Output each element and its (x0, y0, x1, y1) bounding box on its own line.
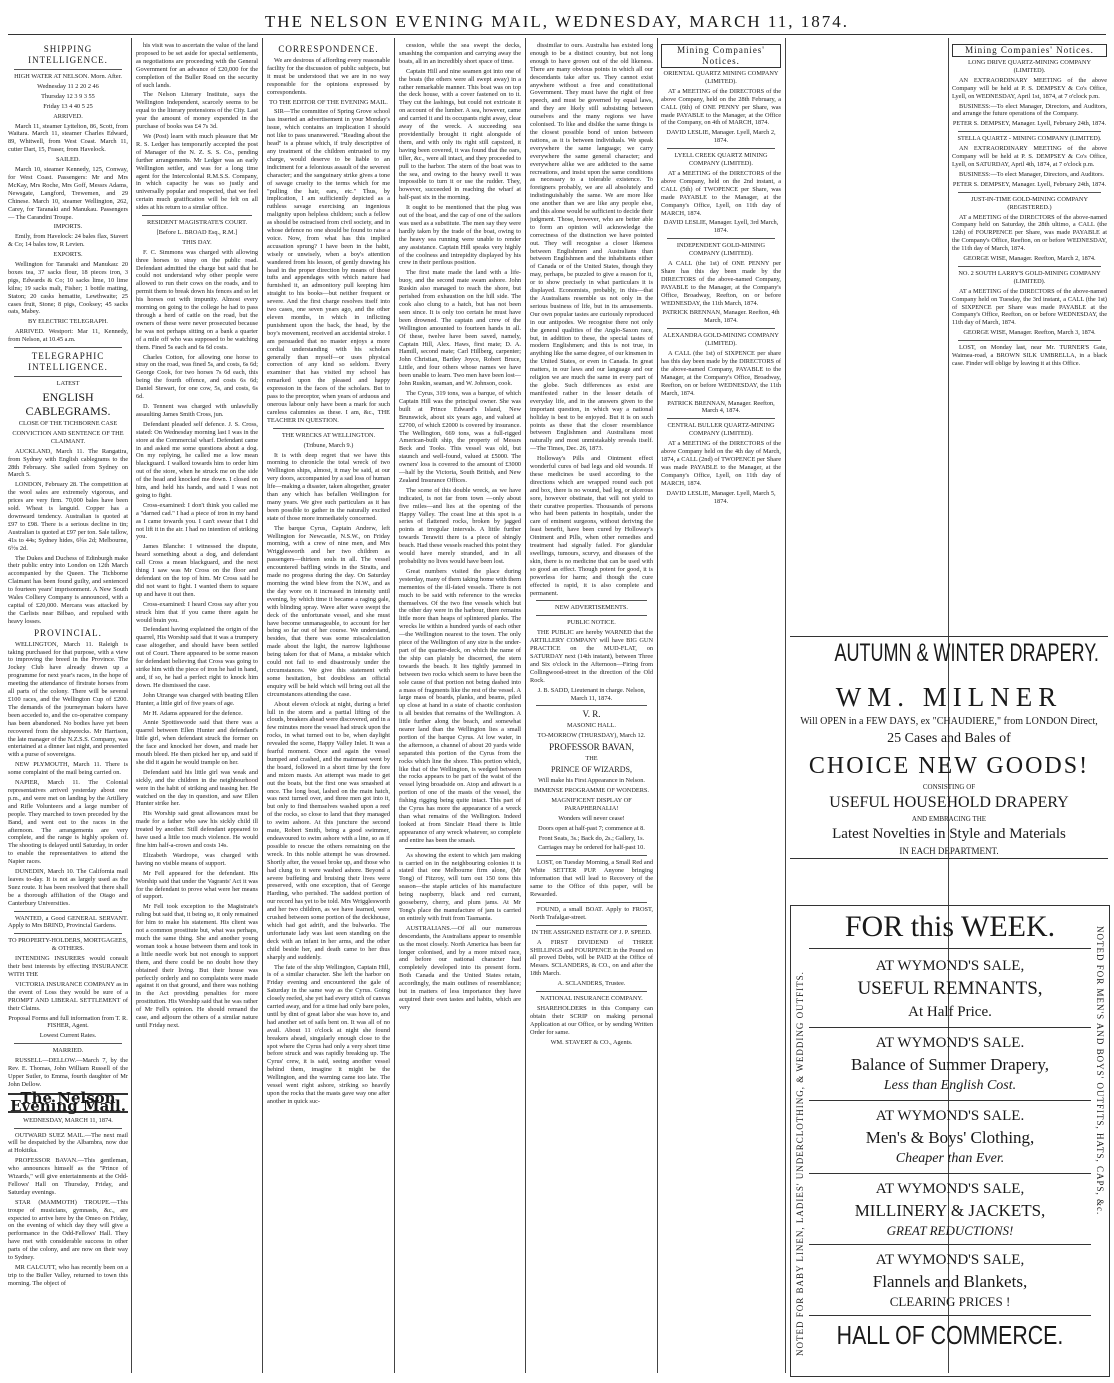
jam-text: As showing the extent to which jam making is carried on in the neighbouring colonies it is stated that one Melbourne firm alone, (Mr Tong) of Fitzroy, will turn out 150 tons this season—the staple articles of his manufacture being raspberry, black and red currant, gooseberry, cherry, and plum jams. At Mr Tong's place the manufacture of jam is carried on entirely with fruit from Tasmania. (399, 851, 521, 922)
sale-line: AT WYMOND'S SALE, (875, 1181, 1025, 1197)
prince-label: PRINCE OF WIZARDS, (551, 765, 632, 775)
intending-text: INTENDING INSURERS would consult their best interests by effecting INSURANCE WITH THE (8, 955, 128, 978)
column-1 (8, 42, 128, 1377)
australians-text: dissimilar to ours. Australia has existed long enough to be a distinct country, but not long enough to have grown out of the old likeness. There are many obvious points in which all our descendants take after us. They cannot exist anywhere without a free and constitutional Government. They must have the right of free speech, and must be governed by equal laws, and they are likely still subsisting between ourselves and the many regions we have colonised. To like and dislike the same things is the closest possible bond of union between nations, as it is between individuals. We speak everywhere the same language; we carry everywhere the same general character; and everywhere alike we are addicted to the same recreations, and insist upon the same conditions as necessary to a tolerable existence. To foreigners probably, we are all absolutely and indistinguishably the same. We are more like one another than we are like any people else, and this alone would be sufficient to decide their judgment. Those, however, who are better able to form an opinion will acknowledge the correctness of the distinction we have pointed out. They will recognise a closer likeness between Englishmen and Australians than between Englishmen and the inhabitants either of Canada or of the United States, though they may, perhaps, be puzzled to give a reason for it, or to show precisely in what particulars it is displayed. Economists, probably, in this—that the Australians resemble us not only in the serious business of life, but in its amusements. Our own popular tastes are curiously reproduced in our antipodes. We recognise there not only the general qualities of the Anglo-Saxon race, but, in addition to these, the special tastes of modern Englishmen; and this is not true, in anything like the same degree, of our kinsmen in the United States, or even in Canada. In great matters, in our laws and our language and our religion we are much the same in every part of the globe. Such differences as exist are manifested rather in the lesser details of everyday life, and in the answers given to the important question, in which way a national holiday is best to be enjoyed. But it is on such points as these that the closer resemblance between Englishmen and Australians most naturally and most unmistakably reveals itself.—The Times, Dec. 26, 1873. (530, 42, 653, 453)
sclanders-signature: A. SCLANDERS, Trustee. (557, 980, 626, 988)
doors-text: Doors open at half-past 7; commence at 8. (538, 824, 645, 832)
milner-ad (790, 636, 1108, 859)
telegraph-text: ARRIVED. Westport: Mar 11, Kennedy, from Nelson, at 10.45 a.m. (8, 328, 128, 344)
wanted-ad: WANTED, a Good GENERAL SERVANT. Apply to Mrs BRIND, Provincial Gardens. (8, 914, 128, 930)
court-text: Defendant having explained the origin of the quarrel, His Worship said that it was a trumpery case altogether, and should have been settled out of Court. There appeared to be some reason for defendant believing that Cross was going to strike him with the piece of iron he had in hand, and, if so, he had a perfect right to knock him down. He dismissed the case. (136, 626, 258, 689)
married-heading: MARRIED. (52, 1047, 84, 1055)
notice-text: BUSINESS:—To elect Manager, Directors, and Auditors. (959, 170, 1105, 178)
exports-heading: EXPORTS. (53, 251, 83, 259)
wreck-text: cession, while the sea swept the decks, smashing the companion and carrying away the boats, all in an incredibly short space of time. (399, 42, 521, 65)
wreck-text: The scene of this double wreck, as we have indicated, is not far from town —only about five miles—and lies at the opening of the Happy Valley. The coast line at this spot is a series of flattened rocks, broken by jagged points at irregular intervals. A little further towards Terawiti there is a piece of shingly beach. Had these vessels reached this point they would have merely stranded, and in all probability no lives would have been lost. (399, 486, 521, 565)
shareholders-notice: SHAREHOLDERS in this Company can obtain their SCRIP on making personal Application at our Office, or by sending Written Order for same. (530, 1004, 653, 1036)
tomorrow-label: TO-MORROW (THURSDAY), March 12. (537, 732, 646, 740)
telegraphic-heading: TELEGRAPHIC INTELLIGENCE. (28, 351, 108, 373)
sale-line: AT WYMOND'S SALE. (875, 1035, 1025, 1051)
masthead-rule (8, 34, 1106, 35)
london-text: LONDON, February 28. The competition at the wool sales are extremely vigorous, and prices are very firm. 70,000 bales have been sold. Wheat is languid. Copper has a downward tendency. Australian is quoted at £97 to £98. There is a serious decline in tin; Australian is quoted at £97 per ton. Sale tallow, 41s to 44s; Sydney hides, 6¾s 2d; Melbourne, 6½s 2d. (8, 481, 128, 552)
column-3 (267, 42, 390, 1377)
arrived-heading: ARRIVED. (53, 112, 83, 120)
column-4 (399, 42, 521, 1377)
notice-signature: GEORGE WISE, Manager. Reefton, March 2, 1874. (963, 255, 1096, 263)
national-insurance-heading: NATIONAL INSURANCE COMPANY. (540, 995, 643, 1003)
appearance-text: Will make his First Appearance in Nelson. (538, 777, 645, 785)
lowest-rates: Lowest Current Rates. (39, 1032, 97, 1040)
court-text: Annie Spottiswoode said that there was a quarrel between Ellen Hunter and defendant's little girl, when defendant struck the former on the face and knocked her down, and made her mouth bleed. He then picked her up, and said if she did it again he would trample on her. (136, 719, 258, 766)
milner-department: IN EACH DEPARTMENT. (899, 846, 999, 856)
tide-header: HIGH WATER AT NELSON. Morn. After. (14, 73, 122, 80)
letter-text: SIR—The committee of Spring Grove school has inserted an advertisement in your Monday's issue, which contains an implication I should not like to pass unanswered. "Reading about the head" is a phrase which, if truly descriptive of any treatment of the children entrusted to my charge, would deserve to be liable to an indictment for a felonious assault of the severest character; and the sanguinary strike gives a tone of savage cruelty to the terms which for me "pulling the hair, ears, etc." Thus, by implication, I am sufficiently depicted as a ruthless savage exercising an ingenious malignity upon helpless children; such a fellow as should be ostracised from civil society, and in whose defence no one should be found to raise a voice. Now, from what has this implied accusation sprung? I have been in the habit, wisely or unwisely, when a boy's attention wandered from his lesson, of gently drawing his head in the proper direction by means of those tufts and appendages with which nature had furnished it, an admonitory pull keeping him straight to his books—but neither frequent or severe. And the first charge resolves itself into two cases, one seven years ago, and the other eleven months, in which in inflicting punishment upon the back, the head, by the boy's movement, received an accidental stroke. I am persuaded that no master enjoys a more cordial understanding with his scholars generally than myself—or uses physical correction of any kind so seldom. Every examiner that has visited my school has remarked upon the pleased and happy expression in the faces of the scholars. But to pass to the preceptor, when years of arduous and onerous labour only have been a mark for such careless calumnies as these. I am, &c., THE TEACHER IN QUESTION. (267, 108, 390, 424)
court-text: Elizabeth Wardrope, was charged with having no visible means of support. (136, 851, 258, 867)
imports-text: Emily, from Havelock: 24 bales flax, Stavert & Co; 14 bales tow, R Levien. (8, 233, 128, 249)
court-text: Defendant said his little girl was weak and sickly, and the children in the neighbourhood were in the habit of striking and teasing her. He watched on the day in question, and saw Ellen Hunter strike her. (136, 768, 258, 808)
napier-text: NAPIER, March 11. The Colonial representatives arrived yesterday about one p.m., and were met on landing by the Artillery and Rifle Volunteers and a large number of people. They marched to town preceded by the Band, and went out to the races in the afternoon. The arrangements are very complete, and the range is highly spoken of. The shooting is delayed until Saturday, in order to enable the representatives to attend the Napier races. (8, 779, 128, 866)
public-notice-heading: PUBLIC NOTICE. (567, 619, 616, 627)
dividend-notice: A FIRST DIVIDEND of THREE SHILLINGS and FOURPENCE in the Pound on all proved Debts, will be PAID at the Office of Messrs. SCLANDERS, & CO., on and after the 18th March. (530, 938, 653, 978)
notice-signature: PATRICK BRENNAN, Manager. Reefton, March 4, 1874. (667, 399, 775, 415)
professor-name: PROFESSOR BAVAN, (549, 742, 634, 753)
wrecks-heading: THE WRECKS AT WELLINGTON. (281, 431, 376, 439)
programme-text: IMMENSE PROGRAMME OF WONDERS. (534, 787, 649, 795)
correspondence-heading: CORRESPONDENCE. (278, 44, 379, 54)
column-5 (530, 42, 653, 1377)
court-text: John Utrange was charged with beating Ellen Hunter, a little girl of five years of age. (136, 691, 258, 707)
milner-useful: USEFUL HOUSEHOLD DRAPERY (829, 794, 1069, 811)
column-rule (785, 38, 786, 1373)
court-text: F. C. Simmons was charged with allowing three horses to stray on the public road. Defendant admitted the charge but said that he could not understand why other people were allowed to run their cows on the roads, and to permit them to break down his fences and so let his horses out with impunity. Almost every morning on going to the college he had to pass through a herd of cattle on the road, but the owners of these were never prosecuted because he was not perhaps sitting on a bank a quarter of a mile off who was supposed to be watching them. Fined 5s each and 6s 6d costs. (136, 248, 258, 351)
milner-embracing: AND EMBRACING THE (911, 815, 987, 823)
sailed-heading: SAILED. (56, 156, 80, 164)
masthead: THE NELSON EVENING MAIL, WEDNESDAY, MARCH 11, 1874. (264, 12, 850, 31)
tide-row: Friday 13 4 40 5 25 (43, 102, 93, 110)
notice-title: CENTRAL BULLER QUARTZ-MINING COMPANY (LIMITED). (667, 422, 775, 438)
holloway-text: Holloway's Pills and Ointment effect wonderful cures of bad legs and old wounds. If these medicines be used according to the directions which are wrapped round each pot and box, there is no wound, bad leg, or ulcerous sore, however obstinate, that will not yield to their curative properties. Thousands of persons who had been patients in hospitals, under the care of eminent surgeons, without deriving the least benefit, have been cured by Holloway's Ointment and Pills, when other remedies and treatment had signally failed. For glandular swellings, tumours, scurvy, and diseases of the skin, there is no medicine that can be used with so good an effect. Though potent for good, it is powerless for harm; and though the cure effected is rapid, it is also complete and permanent. (530, 455, 653, 597)
notice-text: A CALL (the 1st) of SIXPENCE per share has this day been made by the DIRECTORS of the above-named Company, PAYABLE to the Manager, at the Company's Office, Broadway, Reefton, on or before WEDNESDAY, the 11th March, 1874. (661, 350, 781, 397)
notice-signature: PETER S. DEMPSEY, Manager. Lyell, February 24th, 1874. (952, 120, 1107, 128)
milner-open: Will OPEN in a FEW DAYS, ex "CHAUDIERE," from LONDON Direct, (800, 716, 1098, 727)
notice-title: STELLA QUARTZ - MINING COMPANY (LIMITED). (957, 135, 1102, 143)
married-text: RUSSELL—DELLOW.—March 7, by the Rev. E. Thomas, John William Russell of the Upper Sutler, to Emma, fourth daughter of Mr John Dellow. (8, 1057, 128, 1088)
mining-notices-right (952, 42, 1107, 642)
flannels-line: Flannels and Blankets, (872, 1272, 1028, 1291)
wonders-text: Wonders will never cease! (558, 814, 625, 822)
milner-latest: Latest Novelties in Style and Materials (832, 826, 1066, 842)
reductions-line: GREAT REDUCTIONS! (809, 1222, 1091, 1245)
masonic-hall: MASONIC HALL. (567, 722, 616, 730)
mining-notices-left (661, 42, 781, 642)
mining-heading: Mining Companies' Notices. (661, 44, 781, 68)
vr-label: V. R. (582, 709, 601, 720)
notice-text: AT a MEETING of the DIRECTORS of the above-named Company held on Saturday, the 28th ultimo, a CALL (the 12th) of FOURPENCE per Share, was made PAYABLE at the Company's Office, Reefton, on or before WEDNESDAY, the 11th day of March, 1874. (952, 213, 1107, 253)
this-day-label: THIS DAY. (182, 238, 212, 246)
cheaper-line: Cheaper than Ever. (809, 1149, 1091, 1174)
court-text: Cross-examined: I heard Cross say after you struck him that if you came there again he would brain you. (136, 600, 258, 624)
hall-of-commerce: HALL OF COMMERCE. (836, 1320, 1064, 1350)
wreck-text: Great numbers visited the place during yesterday, many of them taking home with them mementos of the ill-fated vessels. There is not much to be said with reference to the wrecks themselves. Of the two fine vessels which but the other day were in the harbour, there remains little more than heaps of splintered planks. The wrecks lie within a hundred yards of each other—the Wellington nearest to the town. The only piece of the Wellington of any size is the under-part of the quarter-deck, on which the name of the ship can plainly be discerned, the stern towards the beach. It lies tightly jammed in between two rocks which seem to have been the sole cause of that portion not being dashed into a mass of fragments like the rest of the vessel. A large mass of boards, planks, and beams, piled up close at hand in a state of chaotic confusion is all besides that remains of the Wellington. A little further along the beach, and somewhat nearer land than the Wellington lies a small portion of the barque Cyrus. At low water, in the afternoon, a channel of about 20 yards wide separated this portion of the Cyrus from the rocks which line the shore. This portion which, like that of the Wellington, is wedged between the rocks appears to be part of the waist of the vessel lying broadside on. Atop and athwart is a portion of one of the masts of the vessel, the fishing rigging being quite intact. This part of the Cyrus has more the appearance of a wreck than what remains of the Wellington. Indeed looked at from Sinclair Head there is little appearance of any wreck whatever, so complete and entire has been the smash. (399, 567, 521, 844)
bavan-text: PROFESSOR BAVAN.—This gentleman, who announces himself as the "Prince of Wizards," will give entertainments at the Odd-Fellows' Hall on Thursday, Friday, and Saturday evenings. (8, 1157, 128, 1196)
notice-title: JUST-IN-TIME GOLD-MINING COMPANY (REGISTERED.) (970, 195, 1089, 211)
balance-line: Balance of Summer Drapery, (850, 1055, 1050, 1074)
court-text: His Worship said great allowances must be made for a father who saw his sickly child ill treated by another. Still defendant appeared to have used a little too much violence. He would fine him half-a-crown and costs 14s. (136, 810, 258, 849)
column-rule (131, 38, 132, 1373)
wymond-ad (790, 905, 1110, 1377)
to-editor-label: TO THE EDITOR OF THE EVENING MAIL. (269, 98, 388, 106)
paper-nameplate: The Nelson Evening Mail. (8, 1093, 128, 1113)
article-text: We (Post) learn with much pleasure that Mr R. S. Ledger has temporarily accepted the post of Manager of the N. Z. S. S. Co., pending further arrangements. Mr Ledger was an early Wellington settler, and was for a long time agent for the Intercolonial R.M.S.S. Company, in which capacity he was so justly and universally popular and respected, that we feel certain much gratification will be felt on all sides at his return to a similar office. (136, 132, 258, 212)
column-2 (136, 42, 258, 1377)
star-troupe-text: STAR (MAMMOTH) TROUPE.—This troupe of musicians, gymnasts, &c., are expected to arrive here by the Omeo on Friday, on the evening of which day they will give a performance in the Odd-Fellows' Hall. They have met with considerable success in other parts of the colony, and are now on their way to Sydney. (8, 1198, 128, 1262)
notice-text: AT a MEETING of the DIRECTORS of the above Company held on the 4th day of March, 1874, a CALL (2nd) of TWOPENCE per Share was made PAYABLE to the Manager, at the Company's Office, Lyell, on 11th day of MARCH, 1874. (661, 440, 781, 487)
tide-row: Wednesday 11 2 20 2 46 (37, 82, 99, 90)
notice-title: INDEPENDENT GOLD-MINING COMPANY (LIMITED). (676, 242, 766, 258)
court-text: James Blanche: I witnessed the dispute, heard something about a dog, and defendant call Cross a mean blackguard, and the next thing I saw was Mr Cross on the floor and defendant on the top of him. Mr Cross said he did not want to fight. I wanted them to square up and have it out then. (136, 543, 258, 598)
new-plymouth-text: NEW PLYMOUTH, March 11. There is some complaint of the mail being carried on. (8, 761, 128, 777)
auckland-text: AUCKLAND, March 11. The Rangatira, from Sydney with English cablegrams to the 28th February. She sailed from Sydney on March 5. (8, 447, 128, 479)
lost-umbrella-notice: LOST, on Monday last, near Mr. TURNER'S Gate, Waimea-road, a BROWN SILK UMBRELLA, in a black case. Finder will oblige by leaving it at this Office. (952, 344, 1107, 367)
notice-text: BUSINESS:—To elect Manager, Directors, and Auditors, and arrange the future operations of the Company. (952, 102, 1107, 118)
court-heading: RESIDENT MAGISTRATE'S COURT. (146, 219, 248, 227)
notice-title: LYELL CREEK QUARTZ MINING COMPANY (LIMITED). (674, 152, 768, 168)
notice-text: AN EXTRAORDINARY MEETING of the above Company will be held at P. S. DEMPSEY & Co's Office, Lyell, on WEDNESDAY, April 1st, 1874, at 7 o'clock p.m. (952, 76, 1107, 100)
notice-title: LONG DRIVE QUARTZ-MINING COMPANY (LIMITED). (967, 59, 1092, 74)
dukes-text: The Dukes and Duchess of Edinburgh make their public entry into London on 12th March accompanied by the Queen. The Tichborne Claimant has been found guilty, and sentenced to fourteen years' imprisonment. A New South Wales Colliery Company is announced, with a capital of £20,000. Mercara was attacked by the Carlists near Bilbao, and repulsed with heavy losses. (8, 554, 128, 625)
wellington-text: WELLINGTON, March 11. Raleigh is taking purchased for that purpose, with a view to improving the breed in the Province. The Jockey Club have already drawn up a programme for next year's races, in the hope of meeting the attendance of firstrate horses from all parts of the colony. There will be several £100 races, and the Wellington Cup of £200. The demands of the journeyman bakers have been acceded to, and the co-operative company has been abandoned. No bodies have yet been recovered from the shipwrecks. Mr Harrison, the late manager of the N.Z.S.S. Company, was entertained at a dinner last night, and presented with a purse of sovereigns. (8, 640, 128, 759)
latest-label: LATEST (56, 380, 80, 388)
notice-text: AT a MEETING of the DIRECTORS of the above-named Company held on Tuesday, the 3rd instant, a CALL (the 1st) of SIXPENCE per Share was made PAYABLE at the Company's Office, Reefton, on or before WEDNESDAY, the 11th day of March, 1874. (952, 287, 1107, 327)
wreck-text: The barque Cyrus, Captain Andrew, left Wellington for Newcastle, N.S.W., on Friday morning, with a crew of nine men, and Mrs Wrigglesworth and her two children as passengers—thirteen souls in all. The vessel encountered baffling winds in the Straits, and made no progress during the day. On Saturday morning the wind blew from the N.W., and as the day wore on it increased in intensity until evening, by which time it became a raging gale, with blinding spray. Wave after wave swept the deck of the unfortunate vessel, and she must have become unmanageable, to account for her being so far out of her course. We understand, besides, that there was some miscalculation made about the light, the narrow lighthouse being taken for that of Mana, a mistake which could not fail to end disastrously under the circumstances. We give this statement with some hesitation, but doubtless an official enquiry will be held which will bring out all the circumstances attending the case. (267, 524, 390, 698)
column-rule (525, 38, 526, 1373)
property-holders-heading: TO PROPERTY-HOLDERS, MORTGAGEES, & OTHERS. (8, 937, 128, 953)
court-text: Mr Fell took exception to the Magistrate's ruling but said that, it being so, it only remained for him to make his statement. His client was not a common prostitute but, what was perhaps, much the same thing. She and another young woman took a house between them and took in a little needle work but not enough to support them, and there could be no doubt how they obtained their living. But their house was perfectly orderly and no complaints were made against it on that ground, and there was nothing in the Act providing penalties for more prostitution. His Worship said that he was rather of Mr Fell's opinion. He should remand the case, and adjourn the others of a similar nature until Friday next. (136, 903, 258, 1029)
milner-consisting: CONSISTING OF (922, 783, 976, 791)
paper-date: WEDNESDAY, MARCH 11, 1874. (23, 1116, 113, 1124)
court-text: Charles Cotton, for allowing one horse to stray on the road, was fined 5s, and costs, 6s 6d; George Cook, for two horses 7s 6d each, this being the fourth offence, and costs 6s 6d; Daniel Stewart, for one cow, 5s, and costs, 6s 6d. (136, 353, 258, 401)
tide-row: Thursday 12 3 9 3 55 (41, 92, 95, 100)
correspondence-note: We are desirous of affording every reasonable facility for the discussion of public subjects, but it must be understood that we are in no way responsible for the opinions expressed by correspondents. (267, 57, 390, 96)
court-subheading: [Before L. BROAD Esq., R.M.] (156, 228, 238, 236)
prices-text: Front Seats, 3s.; Back do, 2s.; Gallery, 1s. (538, 834, 645, 842)
notice-title: NO. 2 SOUTH LARRY'S GOLD-MINING COMPANY (LIMITED). (958, 269, 1101, 285)
wreck-text: The first mate made the land with a life-buoy, and the second mate swam ashore. John Ruskin also managed to reach the shore, but perished from exhaustion on the hill side. The cook also clung to a hatch, but has not been seen since. It is only too certain he must have been drowned. The captain and crew of the Wellington amounted to fourteen hands in all. Of these, twelve have been saved, namely, Captain Hill, Alex. Haws, first mate; D. A. Hamill, second mate; Carl Hillberg, carpenter; John Christian, Bartley Joyce, Robert Bruce, Little, and four others whose names we have been unable to learn. Two men have been lost—John Ruskin, seaman, and W. Johnson, cook. (399, 269, 521, 388)
milner-choice: CHOICE NEW GOODS! (808, 753, 1090, 779)
calcutt-text: MR CALCUTT, who has recently been on a trip to the Buller Valley, returned to town this morning. The object of (8, 1264, 128, 1287)
court-text: Mr H. Adams appeared for the defence. (143, 709, 243, 717)
assigned-estate: IN THE ASSIGNED ESTATE OF J. P. SPEED. (531, 928, 652, 936)
half-price-line: At Half Price. (809, 1001, 1091, 1028)
court-text: Defendant pleaded self defence. J. S. Cross, stated: On Wednesday morning last I was in the store at the Commercial wharf. Defendant came in and asked me some questions about a dog. On my replying, he called me a low mean blackguard. I walked towards him to order him out of the store, when he struck me on the side of the head and knocked me down. I closed on him, and held his hands, and said I was not going to fight. (136, 420, 258, 499)
proposal-text: Proposal Forms and full information from T. R. FISHER, Agent. (8, 1014, 128, 1030)
wreck-text: The Cyrus, 319 tons, was a barque, of which Captain Hill was the principal owner. She was built at Prince Edward's Island, New Brunswick, about six years ago, and valued at £2700, of which £2000 is covered by insurance. The Wellington, 669 tons, was a full-rigged American-built ship, the property of Messrs Beck and Tooks. This vessel was old, but staunch and well-found, valued at £5000. The owners' loss is covered to the amount of £3000—half by the Victoria, South British, and New Zealand Insurance Offices. (399, 389, 521, 484)
side-text-right: NOTED FOR MEN'S AND BOYS' OUTFITS, HATS, CAPS, &c. (1095, 926, 1105, 1216)
remnants-line: USEFUL REMNANTS, (857, 978, 1043, 999)
notice-title: ALEXANDRA GOLD-MINING COMPANY (LIMITED). (663, 332, 779, 348)
arrived-text: March 11, steamer Lyttelton, 86, Scott, from Waitara. March 11, steamer Charles Edward, 89, Whitwell, from West Coast. March 11, cutter Dart, 15, Fraser, from Havelock. (8, 122, 128, 154)
notice-text: A CALL (the 1st) of ONE PENNY per Share has this day been made by the DIRECTORS of the above-named Company, PAYABLE to the Manager, at the Company's Office, Broadway, Reefton, on or before WEDNESDAY, the 11th March, 1874. (661, 260, 781, 307)
notice-signature: GEORGE WISE, Manager. Reefton, March 3, 1874. (963, 329, 1096, 337)
sale-line: AT WYMOND'S SALE, (875, 1252, 1025, 1268)
australians-text: AUSTRALIANS.—Of all our numerous descendants, the Australians appear to resemble us the most closely. North America has been far longer colonised, and by a more mixed race, and before our national character had completely developed into its present form. Both Canada and the United States retain, accordingly, the main outlines of resemblance; but in matters of less importance they have acquired their own tastes and habits, which are very (399, 924, 521, 1011)
conviction-heading: CONVICTION AND SENTENCE OF THE CLAIMANT. (12, 429, 124, 445)
wreck-text: The fate of the ship Wellington, Captain Hill, is of a similar character. She left the harbor on Friday evening and encountered the gale of Saturday in the same way as the Cyrus. Going closely reefed, she yet had every stitch of canvas carried away, and for a time had only bare poles, until by dint of great labor she was hove to, and had another set of sails bent on. It was all of no avail. About 11 o'clock at night she found breakers ahead, singularly enough close to the spot where the Cyrus had only a very short time before struck and was rapidly breaking up. The Cyrus' crew, it is said, seeing another vessel behind them, imagine it might be the Wellington, and the warning came too late. The vessel went right ashore, striking so heavily upon the rocks that the masts gave way one after another in quick suc- (267, 963, 390, 1105)
column-rule (262, 38, 263, 1373)
carriages-text: Carriages may be ordered for half-past 10. (538, 844, 645, 852)
notice-signature: DAVID LESLIE, Manager. Lyell, March 2, 1874. (666, 129, 776, 145)
sadd-signature: J. B. SADD, Lieutenant in charge. Nelson, March 11, 1874. (537, 686, 646, 702)
court-text: Mr Fell appeared for the defendant. His Worship said that under the Vagrants' Act it was for the defendant to prove what were her means of support. (136, 869, 258, 901)
notice-title: ORIENTAL QUARTZ MINING COMPANY (LIMITED). (663, 70, 779, 85)
article-text: his visit was to ascertain the value of the land proposed to be set aside for special settlements, as negotiations are proceeding with the General Government for an advance of £20,000 for the completion of the Buller Road on the security of such lands. (136, 42, 258, 89)
notice-signature: PETER S. DEMPSEY, Manager. Lyell, February 24th, 1874. (952, 180, 1107, 188)
the-label: THE (585, 755, 598, 763)
found-notice: FOUND, a small BOAT. Apply to FROST, North Trafalgar-street. (530, 905, 653, 921)
lost-notice: LOST, on Tuesday Morning, a Small Red and White SETTER PUP. Anyone bringing information that will lead to Recovery of the same to the Office of this paper, will be Rewarded. (530, 859, 653, 898)
notice-text: AT a MEETING of the DIRECTORS of the above Company, held on the 2nd instant, a CALL (5th) of TWOPENCE per Share, was made PAYABLE to the Manager, at the Company's Office, Lyell, on 11th day of MARCH, 1874. (661, 169, 781, 217)
drapery-title: AUTUMN & WINTER DRAPERY. (834, 639, 1099, 667)
court-text: D. Tennent was charged with unlawfully assaulting James Smith Cross, jun. (136, 402, 258, 418)
cablegrams-heading: ENGLISH CABLEGRAMS. (25, 390, 111, 418)
artillery-notice: THE PUBLIC are hereby WARNED that the ARTILLERY COMPANY will have BIG GUN PRACTICE on the MUD-FLAT, on SATURDAY next (14th instant), between Three and Six o'clock in the Afternoon—Firing from Collingwood-street in the direction of the Old Rock. (530, 629, 653, 684)
court-text: Cross-examined: I don't think you called me a "darned cad." I had a piece of iron in my hand as I came towards you. I can't swear that I did not lift it in the air. I had no intention of striking you. (136, 501, 258, 541)
stavert-signature: WM. STAVERT & CO., Agents. (550, 1038, 633, 1046)
wreck-text: About eleven o'clock at night, during a brief lull in the storm and a partial lifting of the clouds, breakers ahead were discovered, and in a few minutes more the vessel had struck upon the rocks, in what turned out to be, when daylight revealed the scene, Happy Valley Inlet. It was a fearful moment. Once and again the vessel bumped and crashed, and the mainmast went by the board, followed in a short time by the fore and mizen masts. An attempt was made to get out the boats, but the first one was smashed at once. The long boat, lashed on the main hatch, was next turned over, and three men got into it, but only to find themselves washed upon a reef of the rocks, so close to land that they managed to swim ashore. At this juncture the second mate, Robert Smith, being a good swimmer, endeavoured to swim ashore with a line, so as if possible to rescue the others remaining on the wreck. In this noble attempt he was drowned. Shortly after, the vessel broke up, and those who had clung to it were washed ashore. Beyond a severe buffeting and bruising their lives were preserved, with one exception, that of George Harding, who perished. The saddest portion of our record has yet to be told. Mrs Wrigglesworth and her two children, as we have learned, were crushed between some portion of the deckhouse, which had got adrift, and the bulwarks. The unfortunate lady was last seen standing on the deck with an infant in her arms, and the other child beside her, and death came to her thus sharply and suddenly. (267, 700, 390, 961)
wreck-text: It ought to be mentioned that the plug was out of the boat, and the cap of one of the sailors was used as a substitute. The men say they were hardly taken by the trade of the boat, owing to the heavy sea running were unable to render any assistance. Captain Hill speaks very highly of the coolness and intrepidity displayed by his crew in their perilous position. (399, 204, 521, 267)
outward-mail-text: OUTWARD SUEZ MAIL.—The next mail will be despatched by the Albambra, now due at Hokitika. (8, 1131, 128, 1155)
notice-text: AN EXTRAORDINARY MEETING of the above Company will be held at P. S. DEMPSEY & Co's Office, Lyell, on SATURDAY, April 4th, 1874, at 7 o'clock p.m. (952, 145, 1107, 168)
notice-signature: DAVID LESLIE, Manager. Lyell, March 5, 1874. (666, 489, 776, 505)
exports-text: Wellington for Taranaki and Manukau: 20 boxes tea, 37 sacks flour, 18 pieces iron, 3 pigs, Edwards & Co; 10 sacks lime, 10 lime kilns; 19 sacks malt, Fisher; 1 bottle matting, Staton; 20 casks hematite, Lewthwaite; 25 cases fruit, Stone; 8 pigs, Cooksey; 45 sacks oats, Mabey. (8, 261, 128, 316)
new-ads-heading: NEW ADVERTISEMENTS. (555, 604, 628, 612)
shipping-heading: SHIPPING INTELLIGENCE. (28, 44, 108, 65)
mining-heading: Mining Companies' Notices. (952, 44, 1107, 57)
provincial-heading: PROVINCIAL. (34, 627, 102, 638)
sale-line: AT WYMOND'S SALE, (875, 958, 1025, 974)
article-text: The Nelson Literary Institute, says the Wellington Independent, scarcely seems to be equal to the literary pretensions of the City. Last year the amount of money expended in the purchase of books was £4 7s 3d. (136, 91, 258, 131)
notice-text: AT a MEETING of the DIRECTORS of the above Company, held on the 28th February, a CALL (6th) of ONE PENNY per Share, was made PAYABLE to the Manager, at the Office of the Company, on 4th of MARCH, 1874. (661, 87, 781, 127)
telegraph-heading: BY ELECTRIC TELEGRAPH. (28, 318, 108, 326)
clothing-line: Men's & Boys' Clothing, (865, 1128, 1035, 1147)
tichborne-heading: CLOSE OF THE TICHBORNE CASE (18, 420, 118, 427)
clearing-line: CLEARING PRICES ! (809, 1293, 1091, 1316)
imports-heading: IMPORTS. (53, 223, 83, 231)
wreck-text: Captain Hill and nine seamen got into one of the boats (the others were all swept away) in a rather remarkable manner. This boat was on top the deck house, with a cover fastened on to it. They cut the lashings, but could not extricate it on account of the lumber. A sea, however, came and carried it and its occupants right away, clear away of the wreck. A succeeding sea providentially brought it right alongside of them, and with only its right still capsized, it having been covered, it was found that the oars, tiller, &c., were all intact, and they proceeded to pull to the harbor. The stern of the boat was to the sea, and owing to the heavy swell it was impossible to turn it or use the rudder. They, however, succeeded in reaching the wharf at half-past six in the morning. (399, 67, 521, 202)
column-rule (394, 38, 395, 1373)
notice-signature: DAVID LESLIE, Manager. Lyell, 3rd March, 1874. (663, 219, 779, 235)
millinery-line: MILLINERY & JACKETS, (854, 1201, 1046, 1220)
sale-line: AT WYMOND'S SALE. (875, 1108, 1025, 1124)
victoria-text: VICTORIA INSURANCE COMPANY as in the event of Loss they would be sure of a PROMPT AND LIBERAL SETTLEMENT of their Claims. (8, 980, 128, 1012)
tribune-source: (Tribune, March 9.) (303, 441, 354, 449)
magnificent-text: MAGNIFICENT DISPLAY OF PARAPHERNALIA! (551, 796, 632, 812)
dunedin-text: DUNEDIN, March 10. The California mail leaves to-day. It is not as largely used as the Suez route. It has been resolved that there shall be a thorough affiliation of the Otago and Canterbury Universities. (8, 868, 128, 907)
wreck-text: It is with deep regret that we have this morning to chronicle the total wreck of two Wellington ships, almost, it may be said, at our very doors, accompanied by a sad loss of human life—making a disaster, taken altogether, greater than any which has befallen Wellington for many years. We give such particulars as it has been possible to gather in the naturally excited state of those more immediately concerned. (267, 451, 390, 522)
side-text-left: NOTED FOR BABY LINEN, LADIES' UNDERCLOTHING, & WEDDING OUTFITS. (795, 971, 805, 1356)
column-rule (657, 38, 658, 1373)
milner-cases: 25 Cases and Bales of (887, 731, 1011, 746)
less-line: Less than English Cost. (809, 1076, 1091, 1101)
for-this-week: FOR this WEEK. (809, 906, 1091, 949)
sailed-text: March 10, steamer Kennedy, 125, Conway, for West Coast. Passengers: Mr and Mrs McKay, Mrs Roche, Mrs Goff, Messrs Adams, Newsgate, Langford, Trewemen, and 29 Chinese. March 10, steamer Wellington, 262, Carey, for Taranaki and Manukau. Passengers — The Carandini Troupe. (8, 166, 128, 221)
notice-signature: PATRICK BRENNAN, Manager. Reefton, 4th March, 1874. (662, 309, 780, 325)
milner-name: WM. MILNER (835, 682, 1063, 712)
